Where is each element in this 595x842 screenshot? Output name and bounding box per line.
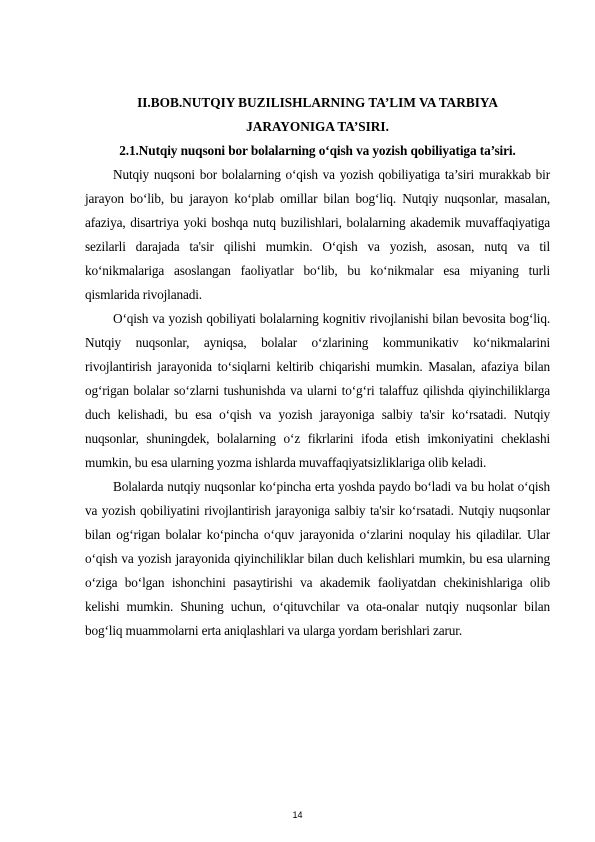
section-title: 2.1.Nutqiy nuqsoni bor bolalarning o‘qish va yozish qobiliyatiga ta’siri. bbox=[119, 143, 516, 158]
page-content bbox=[85, 91, 550, 643]
paragraph-1: Nutqiy nuqsoni bor bolalarning o‘qish va yozish qobiliyatiga ta’siri murakkab bir jarayon bo‘lib, bu jarayon ko‘plab omillar bilan bog‘liq. Nutqiy nuqsonlar, masalan, afaziya, disartriya yoki boshqa nutq buzilishlari, bolalarning akademik muvaffaqiyatiga sezilarli darajada ta'sir qilishi mumkin. O‘qish va yozish, asosan, nutq va til ko‘nikmalariga asoslangan faoliyatlar bo‘lib, bu ko‘nikmalar esa miyaning turli qismlarida rivojlanadi. bbox=[85, 167, 550, 302]
page-number: 14 bbox=[292, 810, 303, 820]
chapter-title-line-2: JARAYONIGA TA’SIRI. bbox=[246, 119, 389, 134]
paragraph-3: Bolalarda nutqiy nuqsonlar ko‘pincha erta yoshda paydo bo‘ladi va bu holat o‘qish va yozish qobiliyatini rivojlantirish jarayoniga salbiy ta'sir ko‘rsatadi. Nutqiy nuqsonlar bilan og‘rigan bolalar ko‘pincha o‘quv jarayonida o‘zlarini noqulay his qiladilar. Ular o‘qish va yozish jarayonida qiyinchiliklar bilan duch kelishlari mumkin, bu esa ularning o‘ziga bo‘lgan ishonchini pasaytirishi va akademik faoliyatdan chekinishlariga olib kelishi mumkin. Shuning uchun, o‘qituvchilar va ota-onalar nutqiy nuqsonlar bilan bog‘liq muammolarni erta aniqlashlari va ularga yordam berishlari zarur. bbox=[85, 479, 550, 638]
chapter-title-line-1: II.BOB.NUTQIY BUZILISHLARNING TA’LIM VA TARBIYA bbox=[137, 95, 498, 110]
paragraph-2: O‘qish va yozish qobiliyati bolalarning kognitiv rivojlanishi bilan bevosita bog‘liq. Nutqiy nuqsonlar, ayniqsa, bolalar o‘zlarining kommunikativ ko‘nikmalarini rivojlantirish jarayonida to‘siqlarni keltirib chiqarishi mumkin. Masalan, afaziya bilan og‘rigan bolalar so‘zlarni tushunishda va ularni to‘g‘ri talaffuz qilishda qiyinchiliklarga duch kelishadi, bu esa o‘qish va yozish jarayoniga salbiy ta'sir ko‘rsatadi. Nutqiy nuqsonlar, shuningdek, bolalarning o‘z fikrlarini ifoda etish imkoniyatini cheklashi mumkin, bu esa ularning yozma ishlarda muvaffaqiyatsizliklariga olib keladi. bbox=[85, 311, 550, 470]
